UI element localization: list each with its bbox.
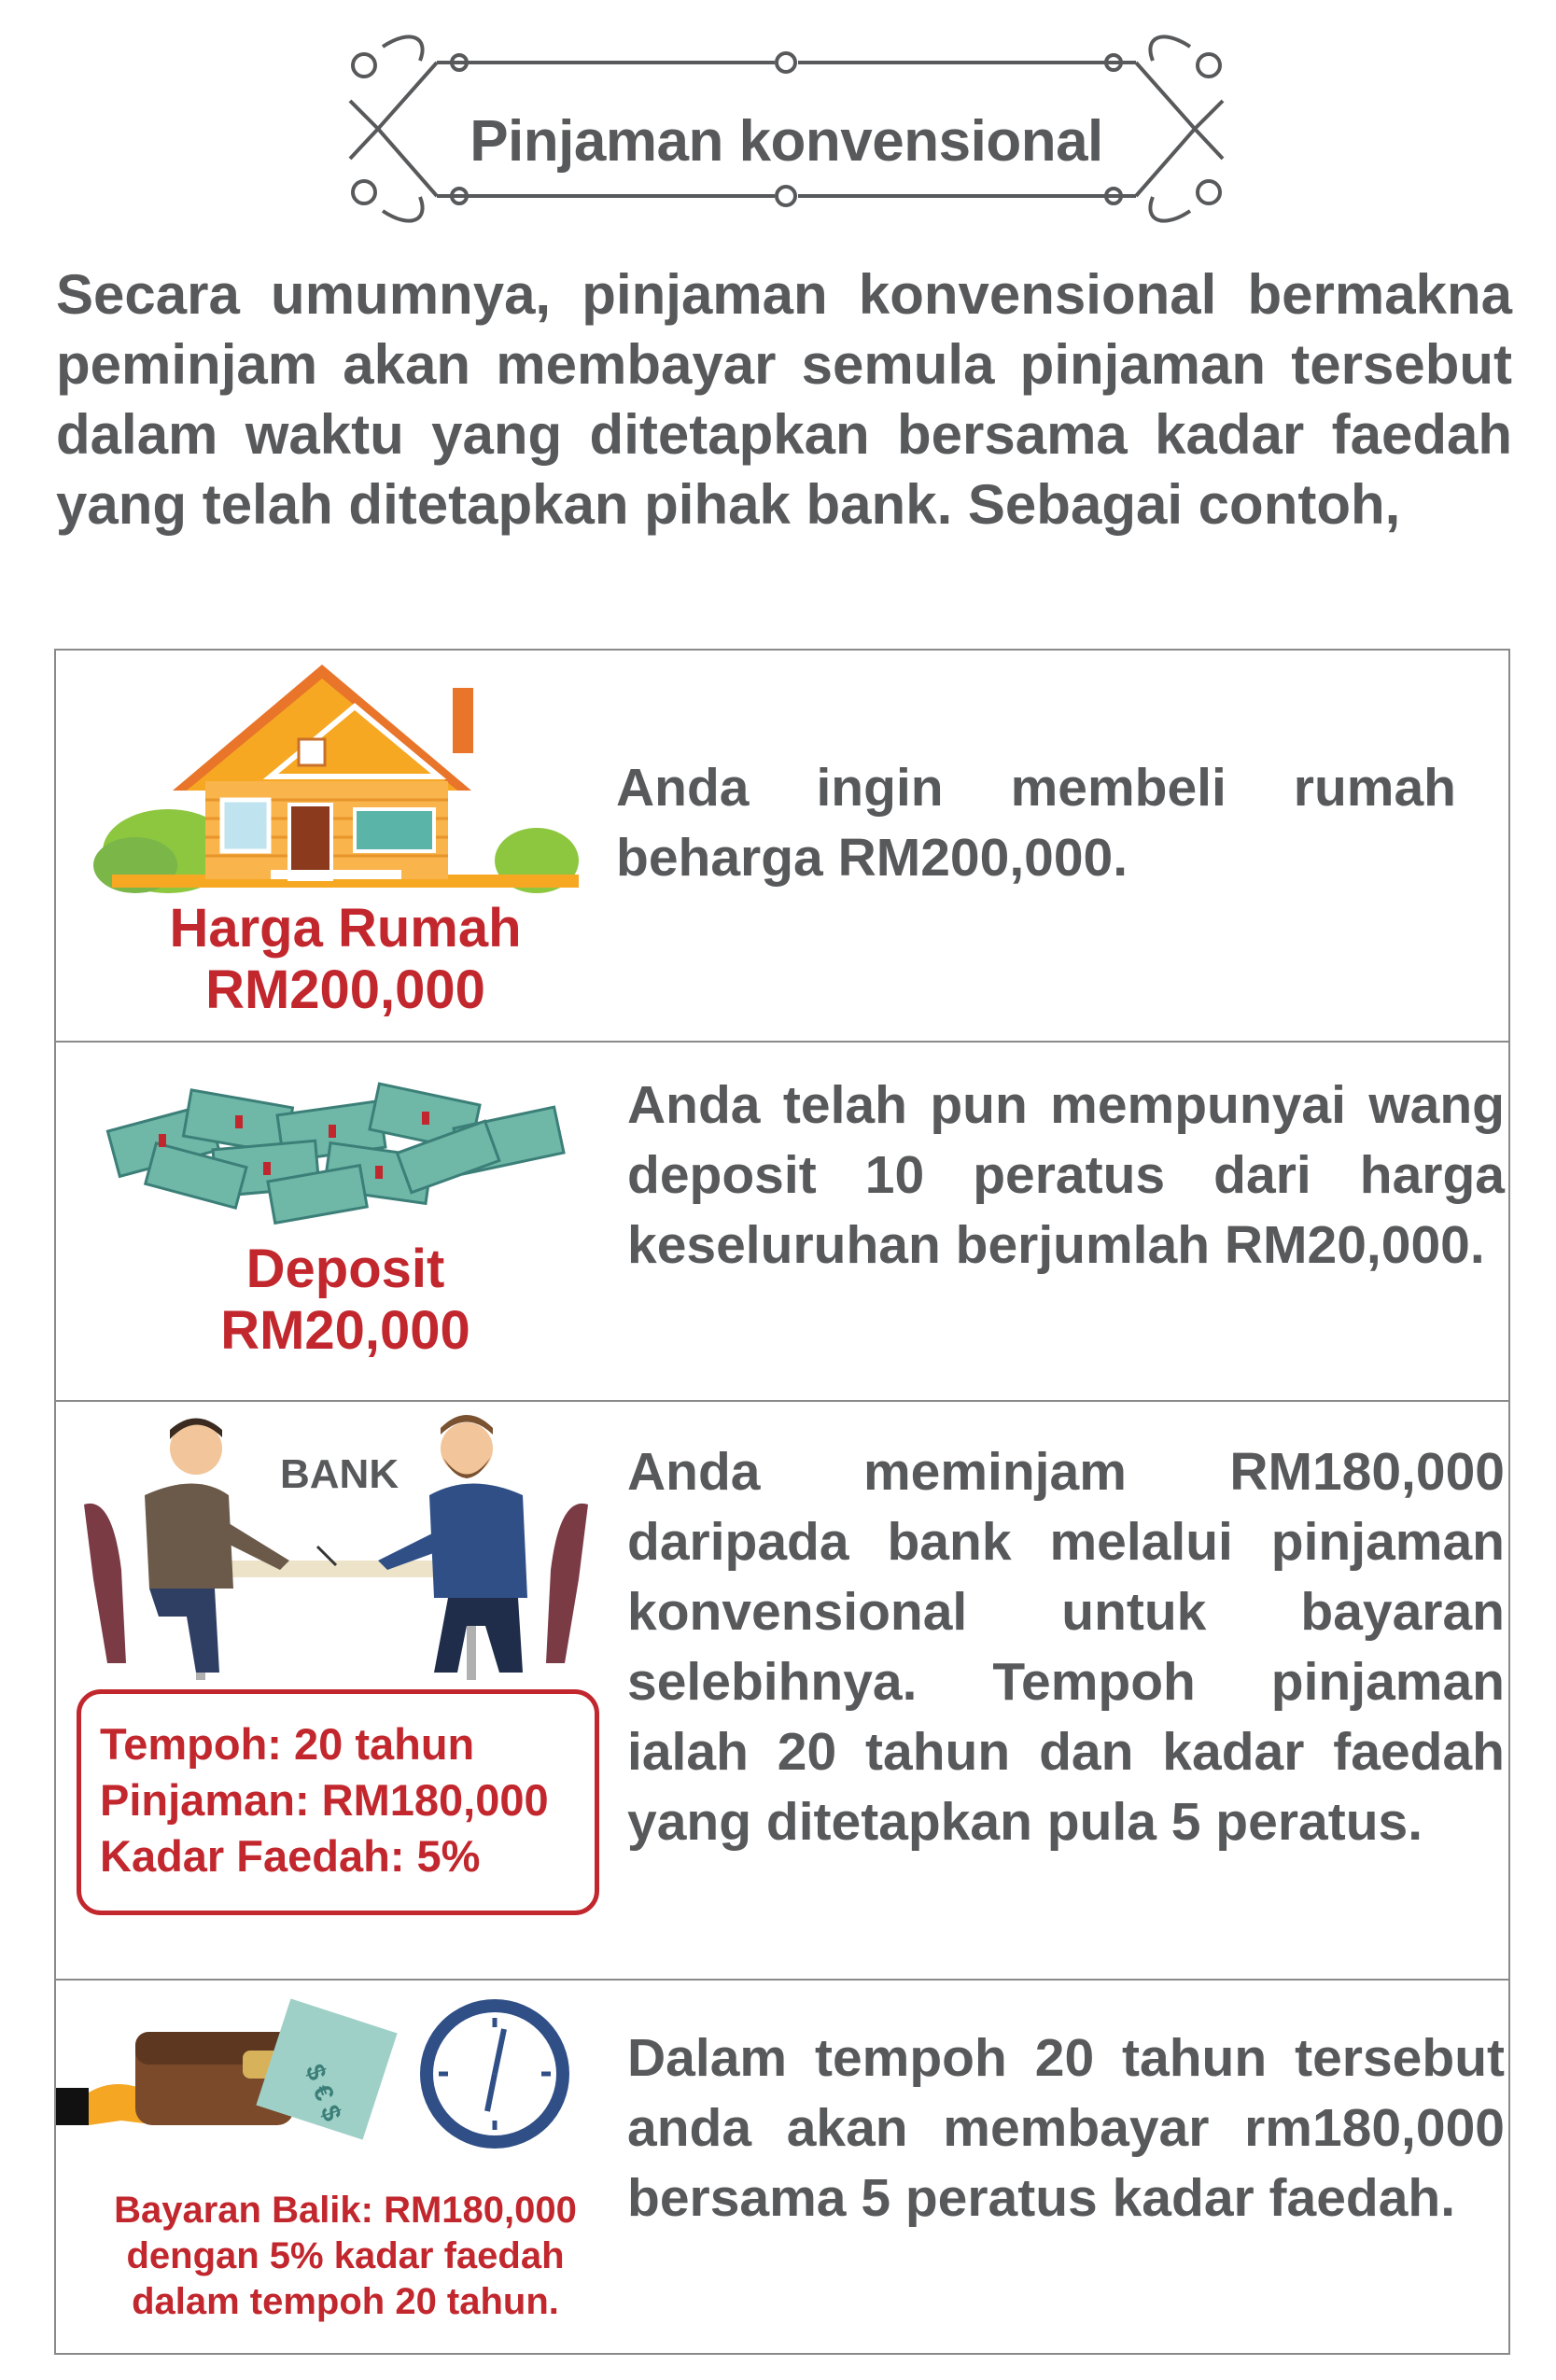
loan-terms-box [77, 1689, 599, 1915]
house-illustration [56, 651, 616, 1041]
title-frame [327, 19, 1246, 243]
page-title: Pinjaman konvensional [470, 109, 1103, 174]
repay-line: dengan 5% kadar faedah [126, 2235, 565, 2276]
deposit-illustration [56, 1043, 616, 1400]
table-row [56, 1043, 1508, 1402]
repayment-caption [65, 2188, 625, 2325]
repayment-illustration [56, 1981, 616, 2357]
row-description: Dalam tempoh 20 tahun tersebut anda akan membayar rm180,000 bersama 5 peratus kadar faedah. [627, 2028, 1505, 2228]
repay-line: Bayaran Balik: RM180,000 [114, 2190, 577, 2231]
money-stack-icon [56, 1043, 616, 1229]
bank-meeting-icon [56, 1402, 616, 1710]
caption-amount: RM200,000 [205, 959, 485, 1020]
caption-line: Harga Rumah [169, 898, 522, 959]
loan-amount-line: Pinjaman: RM180,000 [100, 1775, 549, 1825]
loan-rate-line: Kadar Faedah: 5% [100, 1831, 481, 1881]
loan-term-line: Tempoh: 20 tahun [100, 1719, 475, 1769]
intro-paragraph: Secara umumnya, pinjaman konvensional bermakna peminjam akan membayar semula pinjaman tersebut dalam waktu yang ditetapkan bersama kadar faedah yang telah ditetapkan pihak bank. Sebagai contoh, [56, 263, 1512, 536]
svg-text:$ € $: $ € $ [300, 2060, 347, 2125]
row-description: Anda ingin membeli rumah beharga RM200,000. [616, 758, 1456, 888]
wallet-clock-icon [56, 1981, 616, 2177]
table-row [56, 1981, 1508, 2357]
example-table [54, 649, 1510, 2355]
table-row [56, 1402, 1508, 1981]
repay-line: dalam tempoh 20 tahun. [132, 2281, 559, 2322]
bank-illustration [56, 1402, 616, 1979]
bank-label: BANK [280, 1451, 400, 1497]
caption-line: Deposit [245, 1239, 445, 1299]
house-price-caption [112, 898, 579, 1021]
table-row [56, 651, 1508, 1043]
caption-amount: RM20,000 [220, 1300, 470, 1361]
house-icon [56, 651, 616, 903]
row-description: Anda telah pun mempunyai wang deposit 10 peratus dari harga keseluruhan berjumlah RM20,000. [627, 1075, 1505, 1275]
deposit-caption [121, 1239, 569, 1362]
row-description: Anda meminjam RM180,000 daripada bank melalui pinjaman konvensional untuk bayaran selebihnya. Tempoh pinjaman ialah 20 tahun dan kadar faedah yang ditetapkan pula 5 peratus. [627, 1442, 1505, 1852]
